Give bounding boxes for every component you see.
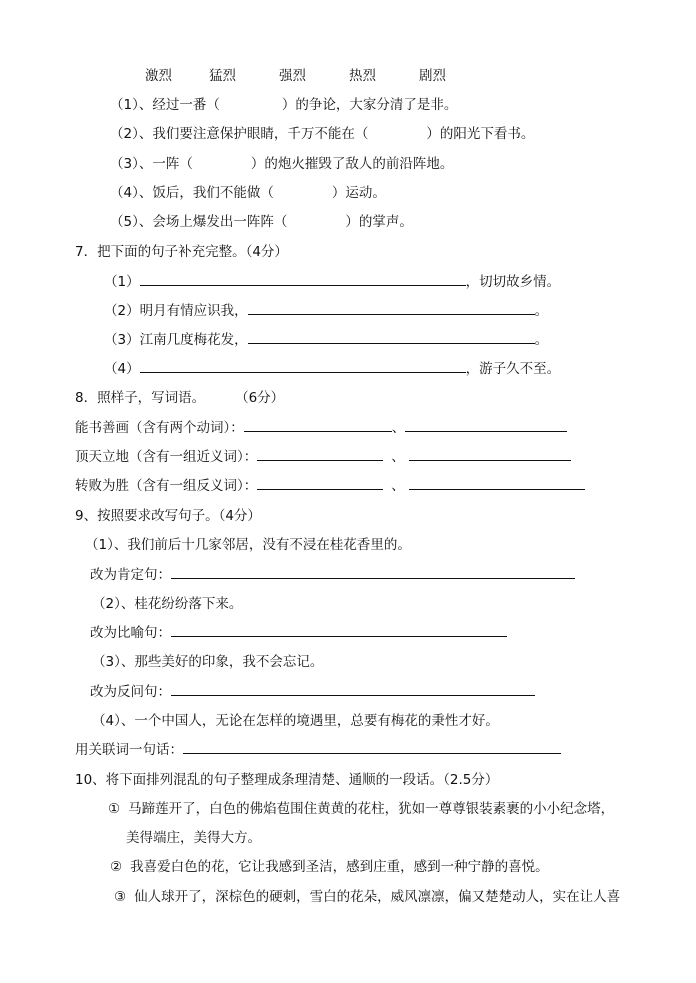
q7-title: 7．把下面的句子补充完整。（4分）	[75, 244, 288, 260]
answer-blank[interactable]	[140, 360, 466, 373]
answer-blank[interactable]	[257, 448, 383, 461]
q6-item-5: （5）、会场上爆发出一阵阵（ ）的掌声。	[110, 214, 413, 230]
word-bank-item: 剧烈	[419, 68, 446, 84]
q9-task-3: 改为反问句：	[90, 683, 535, 701]
answer-blank[interactable]	[409, 448, 571, 461]
answer-blank[interactable]	[171, 683, 535, 696]
answer-blank[interactable]	[405, 419, 567, 432]
q7-item-3: （3）江南几度梅花发， 。	[104, 332, 549, 348]
word-bank-item: 热烈	[349, 68, 376, 84]
q9-sentence-4: （4）、一个中国人，无论在怎样的境遇里，总要有梅花的秉性才好。	[92, 713, 499, 729]
q9-title: 9、按照要求改写句子。（4分）	[75, 508, 261, 524]
q6-item-1: （1）、经过一番（ ）的争论，大家分清了是非。	[110, 97, 458, 113]
q7-item-2: （2）明月有情应识我， 。	[104, 303, 549, 319]
circled-number: ②	[110, 859, 123, 875]
q9-sentence-1: （1）、我们前后十几家邻居，没有不浸在桂花香里的。	[85, 537, 411, 553]
q9-sentence-2: （2）、桂花纷纷落下来。	[92, 596, 243, 612]
answer-blank[interactable]	[171, 566, 575, 579]
circled-number: ①	[108, 801, 121, 817]
q6-item-4: （4）、饭后，我们不能做（ ）运动。	[110, 185, 386, 201]
word-bank-item: 激烈	[145, 68, 172, 84]
q6-item-3: （3）、一阵（ ）的炮火摧毁了敌人的前沿阵地。	[110, 156, 454, 172]
q10-title: 10、将下面排列混乱的句子整理成条理清楚、通顺的一段话。（2.5分）	[75, 772, 499, 788]
q10-sentence-2: ② 我喜爱白色的花，它让我感到圣洁，感到庄重，感到一种宁静的喜悦。	[110, 859, 549, 875]
q10-sentence-1-cont: 美得端庄，美得大方。	[126, 830, 261, 846]
answer-blank[interactable]	[248, 302, 535, 315]
q10-sentence-3: ③ 仙人球开了，深棕色的硬刺，雪白的花朵，威风凛凛，偏又楚楚动人，实在让人喜	[114, 889, 621, 905]
q8-item-3: 转败为胜（含有一组反义词）： 、	[75, 477, 585, 495]
answer-blank[interactable]	[248, 331, 535, 344]
word-bank-item: 强烈	[279, 68, 306, 84]
q10-sentence-1: ① 马蹄莲开了，白色的佛焰苞围住黄黄的花柱，犹如一尊尊银装素裹的小小纪念塔，	[108, 801, 615, 817]
answer-blank[interactable]	[140, 273, 466, 286]
answer-blank[interactable]	[171, 624, 507, 637]
q9-task-1: 改为肯定句：	[90, 566, 575, 584]
q8-item-2: 顶天立地（含有一组近义词）： 、	[75, 448, 571, 466]
q9-sentence-3: （3）、那些美好的印象，我不会忘记。	[92, 654, 324, 670]
q9-task-4: 用关联词一句话：	[75, 741, 561, 759]
answer-blank[interactable]	[257, 477, 383, 490]
q7-item-1: （1） ，切切故乡情。	[104, 274, 561, 290]
q8-item-1: 能书善画（含有两个动词）： 、	[75, 419, 567, 437]
q6-item-2: （2）、我们要注意保护眼睛，千万不能在（ ）的阳光下看书。	[110, 126, 535, 142]
answer-blank[interactable]	[183, 741, 561, 754]
q9-task-2: 改为比喻句：	[90, 624, 507, 642]
word-bank-item: 猛烈	[209, 68, 236, 84]
answer-blank[interactable]	[409, 477, 585, 490]
q7-item-4: （4） ，游子久不至。	[104, 361, 561, 377]
circled-number: ③	[114, 889, 127, 905]
q8-title: 8．照样子，写词语。 （6分）	[75, 390, 285, 406]
answer-blank[interactable]	[244, 419, 392, 432]
